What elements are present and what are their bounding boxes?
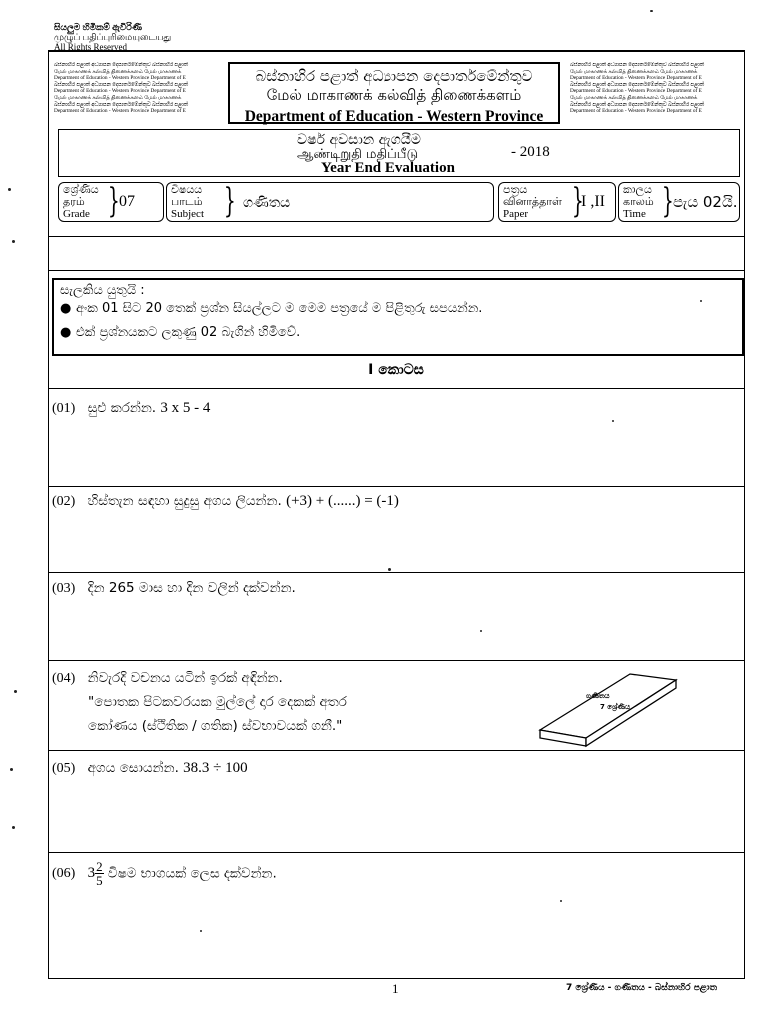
department-tamil: மேல் மாகாணக் கல்வித் திணைக்களம் — [266, 86, 522, 104]
question-6 — [52, 860, 277, 887]
rights-tamil: முழுப் பதிப்புரிமையுடையது — [54, 32, 172, 42]
question-number: (03) — [52, 581, 76, 596]
question-4-quote-line-2: කෝණය (ස්ථිතික / ගතික) ස්වභාවයක් ගනී." — [88, 718, 343, 734]
answer-divider — [48, 852, 744, 853]
question-number: (02) — [52, 494, 76, 509]
scan-speck — [10, 768, 13, 771]
question-text: දින 265 මාස හා දින වලින් දක්වන්න. — [87, 580, 296, 596]
scan-speck — [388, 568, 391, 571]
bullet-icon: ● — [60, 301, 72, 316]
scan-speck — [12, 826, 15, 829]
paper-labels: පත්‍රය வினாத்தாள் Paper — [503, 184, 562, 220]
section-title: I කොටස — [368, 362, 424, 378]
question-3 — [52, 580, 296, 597]
instruction-item: ● අංක 01 සිට 20 තෙක් ප්‍රශ්න සියල්ලට ම මෙම පත්‍රයේ ම පිළිතුරු සපයන්න. — [60, 301, 483, 316]
subject-value: ගණිතය — [243, 195, 291, 211]
answer-divider — [48, 660, 744, 661]
question-2 — [52, 493, 399, 510]
scan-speck — [12, 240, 15, 243]
banner-side-text-left: බස්නාහිර පළාත් අධ්‍යාපන දෙපාර්තමේන්තුව බස්නාහිර පළාත් மேல் மாகாணக் கல்வித் திணைக்களம் மேல் மாகாணக் Department of Education - Western Province Department of E බස්නාහිර පළාත් අධ්‍යාපන දෙපාර්තමේන්තුව බස්නාහිර පළාත් Department of Education - Western Province Department of E மேல் மாகாணக் கல்வித் திணைக்களம் மேல் மாகாணக் බස්නාහිර පළාත් අධ්‍යාපන දෙපාර්තමේන්තුව බස්නාහිර පළාත් Department of Education - Western Province Department of E — [54, 62, 189, 115]
paper-box — [498, 182, 616, 222]
scan-speck — [560, 900, 562, 902]
evaluation-year: - 2018 — [511, 144, 550, 160]
time-labels: කාලය காலம் Time — [623, 184, 654, 220]
answer-divider — [48, 750, 744, 751]
grade-value: 07 — [119, 193, 135, 210]
divider-line — [48, 388, 744, 389]
question-4 — [52, 670, 283, 687]
grade-labels: ශ්‍රේණිය தரம் Grade — [63, 184, 99, 220]
instruction-item: ● එක් ප්‍රශ්නයකට ලකුණු 02 බැගින් හිමිවේ. — [60, 325, 301, 340]
grade-brace: } — [107, 181, 120, 221]
question-expression: 3 x 5 - 4 — [160, 400, 211, 416]
question-expression: 38.3 ÷ 100 — [183, 760, 248, 776]
mixed-number-fraction — [95, 860, 104, 887]
subject-labels: විෂයය பாடம் Subject — [171, 184, 204, 220]
rights-english: All Rights Reserved — [54, 42, 127, 52]
scan-speck — [480, 630, 482, 632]
department-title-box — [228, 62, 560, 124]
footer-caption: 7 ශ්‍රේණිය - ගණිතය - බස්නාහිර පළාත — [566, 983, 717, 993]
mixed-number-whole: 3 — [87, 865, 96, 881]
question-5 — [52, 760, 248, 777]
rights-sinhala: සියලුම හිමිකම් ඇවිරිණි — [54, 22, 142, 32]
time-box — [618, 182, 740, 222]
question-4-quote-line-1: "පොතක පිටකවරයක මුල්ලේ දාර දෙකක් අතර — [88, 694, 347, 710]
header-banner — [52, 58, 740, 128]
paper-brace: } — [571, 181, 584, 221]
book-illustration — [538, 672, 678, 752]
bullet-icon: ● — [60, 325, 72, 340]
instructions-heading: සැලකිය යුතුයි : — [60, 283, 145, 298]
subject-box — [166, 182, 494, 222]
paper-value: I ,II — [581, 193, 605, 210]
time-brace: } — [661, 181, 674, 221]
scan-speck — [14, 690, 17, 693]
question-number: (05) — [52, 761, 76, 776]
question-number: (01) — [52, 401, 76, 416]
banner-side-text-right: බස්නාහිර පළාත් අධ්‍යාපන දෙපාර්තමේන්තුව බස්නාහිර පළාත් மேல் மாகாணக் கல்வித் திணைக்களம் மேல் மாகாணக் Department of Education - Western Province Department of E බස්නාහිර පළාත් අධ්‍යාපන දෙපාර්තමේන්තුව බස්නාහිර පළාත් Department of Education - Western Province Department of E மேல் மாகாணக் கல்வித் திணைக்களம் மேல் மாகாணக் බස්නාහිර පළාත් අධ්‍යාපන දෙපාර්තමේන්තුව බස්නාහිර පළාත් Department of Education - Western Province Department of E — [570, 62, 705, 115]
question-text: නිවැරදි වචනය යටින් ඉරක් අඳින්න. — [87, 670, 283, 686]
scan-speck — [612, 420, 614, 422]
copyright-block — [54, 22, 171, 52]
answer-divider — [48, 572, 744, 573]
answer-divider — [48, 486, 744, 487]
scan-speck — [650, 10, 653, 12]
evaluation-title-box — [58, 129, 740, 177]
evaluation-title-tamil: ஆண்டிறுதி மதிப்பீடு — [297, 147, 419, 162]
question-1 — [52, 400, 210, 417]
grade-box — [58, 182, 164, 222]
scan-speck — [700, 300, 702, 302]
page-number: 1 — [392, 981, 399, 996]
department-sinhala: බස්නාහිර පළාත් අධ්‍යාපන දෙපාර්තමේන්තුව — [255, 67, 533, 85]
time-value: පැය 02යි. — [673, 193, 738, 211]
question-text: සුළු කරන්න. — [87, 400, 157, 416]
divider-line — [48, 270, 744, 271]
question-expression: (+3) + (......) = (-1) — [286, 493, 399, 509]
book-label-subject: ගණිතය — [586, 692, 610, 700]
book-label-grade: 7 ශ්‍රේණිය — [600, 703, 630, 711]
question-number: (04) — [52, 671, 76, 686]
question-text: විෂම භාගයක් ලෙස දක්වන්න. — [107, 865, 277, 882]
scan-speck — [8, 188, 11, 191]
evaluation-title-sinhala: වර්ෂ අවසාන ඇගයීම — [297, 132, 421, 148]
scan-speck — [200, 930, 202, 932]
department-english: Department of Education - Western Province — [244, 108, 544, 125]
fraction-numerator: 2 — [96, 859, 103, 874]
question-text: අගය සොයන්න. — [87, 760, 179, 776]
instructions-box — [52, 278, 744, 356]
question-text: හිස්තැන සඳහා සුදුසු අගය ලියන්න. — [87, 493, 282, 509]
divider-line — [48, 236, 744, 237]
evaluation-title-english: Year End Evaluation — [321, 160, 455, 176]
subject-brace: } — [223, 181, 236, 221]
question-number: (06) — [52, 865, 76, 881]
fraction-denominator: 5 — [96, 873, 103, 888]
